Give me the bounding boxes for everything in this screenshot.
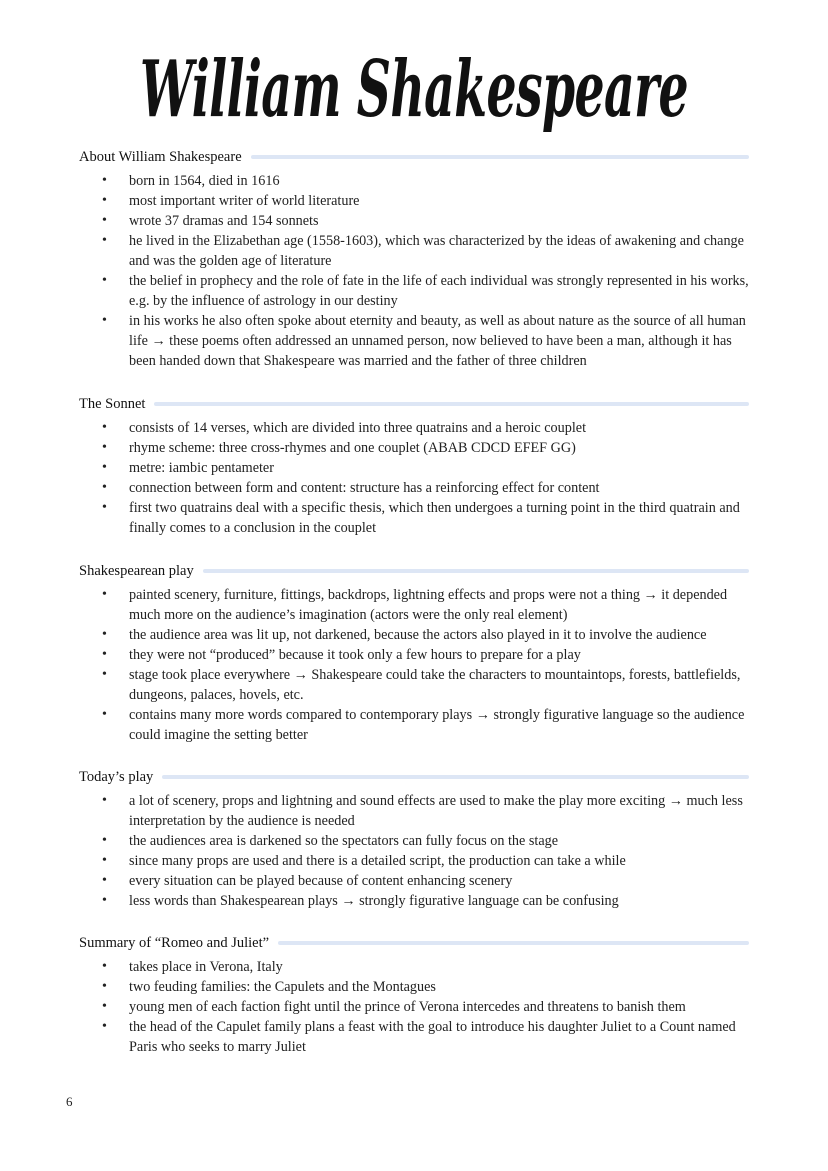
section-heading: Today’s play bbox=[79, 768, 154, 785]
page-title: William Shakespeare bbox=[140, 44, 688, 135]
heading-rule bbox=[162, 775, 749, 779]
list-item: • connection between form and content: structure has a reinforcing effect for content bbox=[79, 478, 749, 498]
list-item: • in his works he also often spoke about eternity and beauty, as well as about nature as the source of all human life → these poems often addressed an unnamed person, now believed to have been a man, although it has been handed down that Shakespeare was married and the father of three children bbox=[79, 311, 749, 371]
section-heading-row bbox=[79, 147, 749, 167]
heading-rule bbox=[278, 941, 749, 945]
bullet-list bbox=[79, 791, 749, 911]
list-item: • first two quatrains deal with a specific thesis, which then undergoes a turning point in the third quatrain and finally comes to a conclusion in the couplet bbox=[79, 498, 749, 538]
bullet-list bbox=[79, 171, 749, 371]
bullet-list bbox=[79, 585, 749, 745]
list-item: • less words than Shakespearean plays → strongly figurative language can be confusing bbox=[79, 891, 749, 911]
list-item: • most important writer of world literature bbox=[79, 191, 749, 211]
section-heading: Shakespearean play bbox=[79, 562, 194, 579]
bullet-list bbox=[79, 957, 749, 1057]
section-romeo-juliet-summary bbox=[79, 933, 749, 1057]
list-item: • he lived in the Elizabethan age (1558-1603), which was characterized by the ideas of awakening and change and was the golden age of literature bbox=[79, 231, 749, 271]
list-item: • born in 1564, died in 1616 bbox=[79, 171, 749, 191]
list-item: • young men of each faction fight until the prince of Verona intercedes and threatens to banish them bbox=[79, 997, 749, 1017]
page-title-svg bbox=[0, 28, 828, 148]
list-item: • takes place in Verona, Italy bbox=[79, 957, 749, 977]
bullet-list bbox=[79, 418, 749, 538]
list-item: • consists of 14 verses, which are divided into three quatrains and a heroic couplet bbox=[79, 418, 749, 438]
list-item: • rhyme scheme: three cross-rhymes and one couplet (ABAB CDCD EFEF GG) bbox=[79, 438, 749, 458]
list-item: • a lot of scenery, props and lightning and sound effects are used to make the play more exciting → much less interpretation by the audience is needed bbox=[79, 791, 749, 831]
list-item: • metre: iambic pentameter bbox=[79, 458, 749, 478]
list-item: • stage took place everywhere → Shakespeare could take the characters to mountaintops, forests, battlefields, dungeons, palaces, hovels, etc. bbox=[79, 665, 749, 705]
list-item: • they were not “produced” because it took only a few hours to prepare for a play bbox=[79, 645, 749, 665]
section-heading-row bbox=[79, 767, 749, 787]
list-item: • the audience area was lit up, not darkened, because the actors also played in it to involve the audience bbox=[79, 625, 749, 645]
list-item: • since many props are used and there is a detailed script, the production can take a while bbox=[79, 851, 749, 871]
heading-rule bbox=[154, 402, 749, 406]
page-title-banner bbox=[0, 28, 828, 148]
section-heading: The Sonnet bbox=[79, 395, 146, 412]
section-about bbox=[79, 147, 749, 371]
section-heading-row bbox=[79, 933, 749, 953]
list-item: • the head of the Capulet family plans a feast with the goal to introduce his daughter Juliet to a Count named Paris who seeks to marry Juliet bbox=[79, 1017, 749, 1057]
list-item: • the audiences area is darkened so the spectators can fully focus on the stage bbox=[79, 831, 749, 851]
section-todays-play bbox=[79, 767, 749, 911]
heading-rule bbox=[203, 569, 749, 573]
list-item: • painted scenery, furniture, fittings, backdrops, lightning effects and props were not a thing → it depended much more on the audience’s imagination (actors were the only real element) bbox=[79, 585, 749, 625]
list-item: • wrote 37 dramas and 154 sonnets bbox=[79, 211, 749, 231]
heading-rule bbox=[251, 155, 749, 159]
section-heading-row bbox=[79, 394, 749, 414]
section-shakespearean-play bbox=[79, 561, 749, 745]
list-item: • two feuding families: the Capulets and the Montagues bbox=[79, 977, 749, 997]
list-item: • the belief in prophecy and the role of fate in the life of each individual was strongly represented in his works, e.g. by the influence of astrology in our destiny bbox=[79, 271, 749, 311]
section-sonnet bbox=[79, 394, 749, 538]
page-number: 6 bbox=[66, 1094, 73, 1109]
list-item: • every situation can be played because of content enhancing scenery bbox=[79, 871, 749, 891]
section-heading-row bbox=[79, 561, 749, 581]
section-heading: About William Shakespeare bbox=[79, 148, 242, 165]
list-item: • contains many more words compared to contemporary plays → strongly figurative language so the audience could imagine the setting better bbox=[79, 705, 749, 745]
section-heading: Summary of “Romeo and Juliet” bbox=[79, 934, 270, 951]
